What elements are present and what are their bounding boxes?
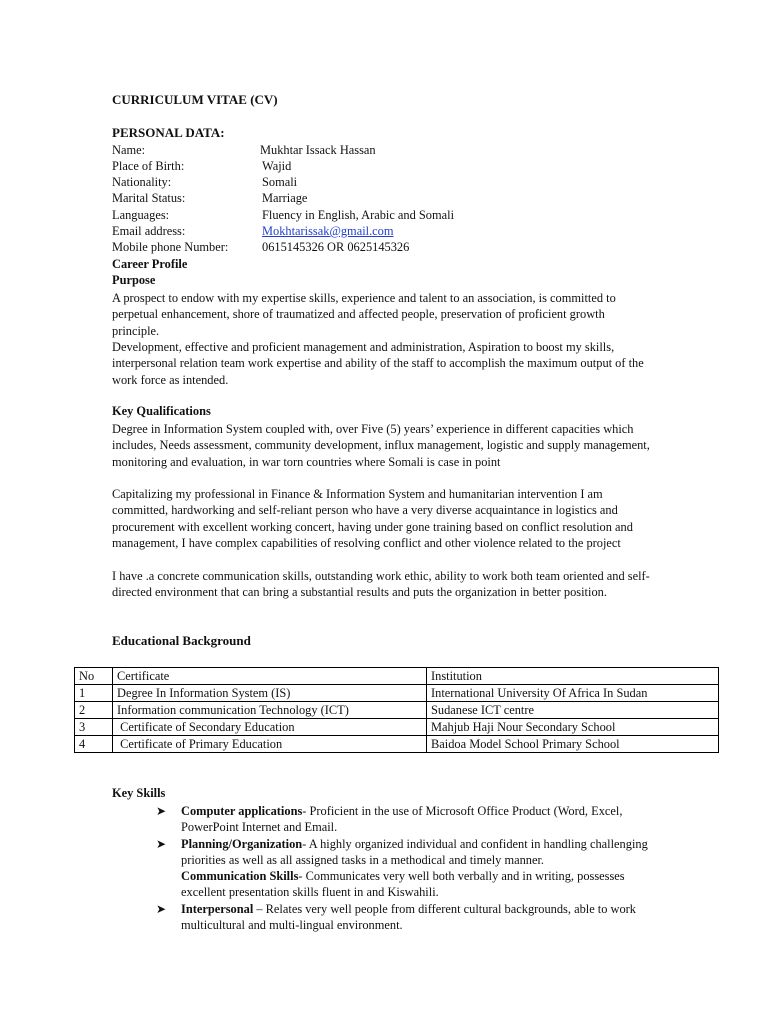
purpose-paragraph-1: A prospect to endow with my expertise skills, experience and talent to an association, is committed to perpetual enhancement, shore of traumatized and affected people, preservation of proficient growth principle. — [112, 291, 616, 338]
cell-institution: International University Of Africa In Sudan — [427, 685, 719, 702]
qualifications-paragraph-3: I have .a concrete communication skills, outstanding work ethic, ability to work both team oriented and self-directed environment that can bring a substantial results and puts the organization in better position. — [112, 569, 650, 600]
label-phone: Mobile phone Number: — [112, 240, 229, 254]
label-birthplace: Place of Birth: — [112, 159, 185, 173]
header-no: No — [75, 668, 113, 685]
cell-no: 1 — [75, 685, 113, 702]
personal-row-languages — [112, 208, 672, 224]
label-languages: Languages: — [112, 208, 170, 222]
cell-certificate: Degree In Information System (IS) — [113, 685, 427, 702]
label-nationality: Nationality: — [112, 175, 172, 189]
skill-text — [181, 901, 661, 934]
label-email: Email address: — [112, 224, 186, 238]
cell-certificate: Certificate of Secondary Education — [113, 719, 427, 736]
cell-no: 3 — [75, 719, 113, 736]
email-link[interactable]: Mokhtarissak@gmail.com — [262, 224, 394, 238]
table-row — [75, 719, 719, 736]
skill-title: Interpersonal — [181, 902, 254, 916]
personal-row-nationality — [112, 175, 672, 191]
personal-row-birthplace — [112, 159, 672, 175]
cell-no: 4 — [75, 736, 113, 753]
document-title: CURRICULUM VITAE (CV) — [112, 92, 278, 107]
cell-no: 2 — [75, 702, 113, 719]
career-profile-heading: Career Profile — [112, 257, 188, 271]
education-table — [74, 667, 719, 753]
value-birthplace: Wajid — [262, 159, 292, 173]
cell-institution: Sudanese ICT centre — [427, 702, 719, 719]
skill-description: - Proficient in the use of Microsoft Office Product (Word, Excel, PowerPoint Internet and Email. — [181, 804, 623, 835]
value-marital: Marriage — [262, 191, 308, 205]
skill-text — [181, 836, 661, 869]
arrowhead-bullet-icon: ➤ — [156, 837, 167, 851]
table-row — [75, 736, 719, 753]
cell-certificate: Certificate of Primary Education — [113, 736, 427, 753]
arrowhead-bullet-icon: ➤ — [156, 902, 167, 916]
value-phone: 0615145326 OR 0625145326 — [262, 240, 410, 254]
personal-row-marital — [112, 191, 672, 207]
qualifications-paragraph-1: Degree in Information System coupled with, over Five (5) years’ experience in different capacities which includes, Needs assessment, community development, influx management, logistic and supply management, monitoring and evaluation, in war torn countries where Somali is case in point — [112, 422, 650, 469]
cell-institution: Mahjub Haji Nour Secondary School — [427, 719, 719, 736]
value-name: Mukhtar Issack Hassan — [260, 143, 376, 157]
skill-description: - Communicates very well both verbally and in writing, possesses excellent presentation skills fluent in and Kiswahili. — [181, 869, 625, 900]
header-certificate: Certificate — [113, 668, 427, 685]
personal-row-name — [112, 143, 672, 159]
cell-institution: Baidoa Model School Primary School — [427, 736, 719, 753]
key-qualifications-heading: Key Qualifications — [112, 404, 211, 418]
skill-title: Computer applications — [181, 804, 303, 818]
key-skills-heading: Key Skills — [112, 786, 166, 800]
purpose-heading: Purpose — [112, 273, 156, 287]
personal-data-heading: PERSONAL DATA: — [112, 125, 225, 140]
header-institution: Institution — [427, 668, 719, 685]
skill-text — [181, 868, 661, 901]
skill-description: – Relates very well people from different cultural backgrounds, able to work multicultural and multi-lingual environment. — [181, 902, 637, 933]
qualifications-paragraph-2: Capitalizing my professional in Finance & Information System and humanitarian intervention I am committed, hardworking and self-reliant person who have a very diverse acquaintance in logistics and procurement with excellent working concert, having under gone training based on conflict resolution and management, I have complex capabilities of resolving conflict and other violence related to the project — [112, 487, 633, 551]
skill-title: Communication Skills — [181, 869, 299, 883]
arrowhead-bullet-icon: ➤ — [156, 804, 167, 818]
skill-text — [181, 803, 661, 836]
table-row — [75, 702, 719, 719]
value-nationality: Somali — [262, 175, 298, 189]
value-languages: Fluency in English, Arabic and Somali — [262, 208, 455, 222]
skill-title: Planning/Organization — [181, 837, 303, 851]
personal-row-email — [112, 224, 672, 240]
label-marital: Marital Status: — [112, 191, 186, 205]
purpose-paragraph-2: Development, effective and proficient management and administration, Aspiration to boost my skills, interpersonal relation team work expertise and ability of the staff to accomplish the maximum output of the work force as intended. — [112, 340, 644, 387]
educational-background-heading: Educational Background — [112, 633, 251, 648]
label-name: Name: — [112, 143, 146, 157]
personal-row-phone — [112, 240, 672, 256]
cell-certificate: Information communication Technology (ICT) — [113, 702, 427, 719]
table-header-row — [75, 668, 719, 685]
skill-description: - A highly organized individual and confident in handling challenging priorities as well as all assigned tasks in a methodical and timely manner. — [181, 837, 648, 868]
table-row — [75, 685, 719, 702]
